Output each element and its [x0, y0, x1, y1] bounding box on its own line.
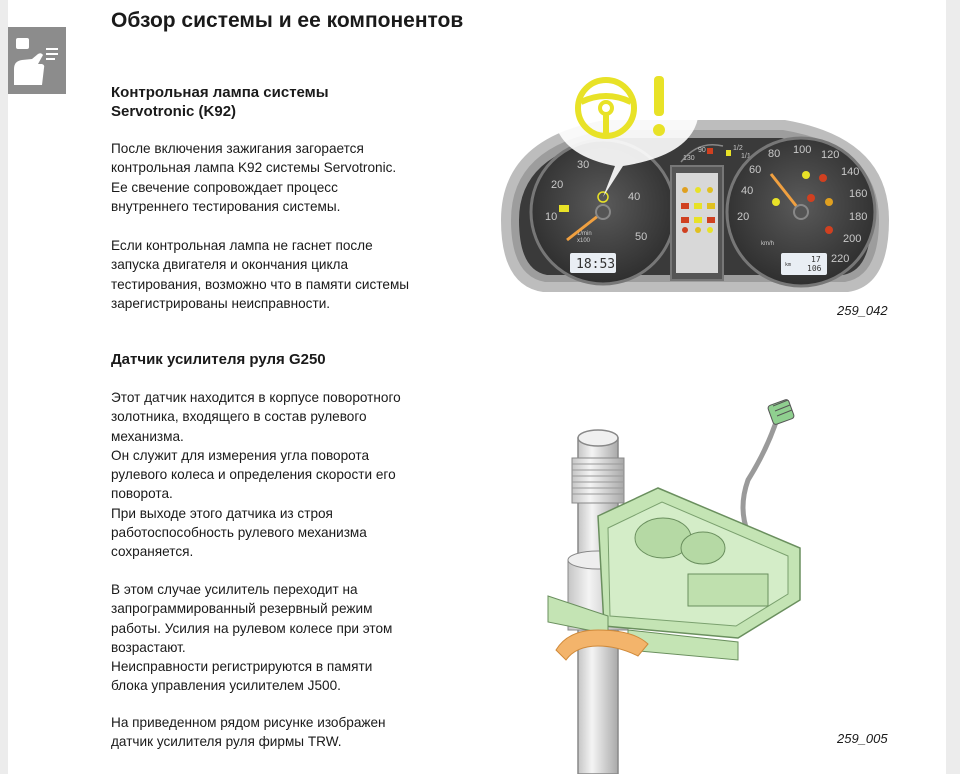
- svg-text:20: 20: [551, 179, 564, 191]
- clock-time: 18:53: [576, 257, 616, 272]
- svg-text:50: 50: [635, 231, 648, 243]
- svg-text:106: 106: [807, 264, 822, 273]
- svg-text:40: 40: [628, 191, 641, 203]
- svg-text:km: km: [785, 262, 792, 268]
- svg-text:1/min: 1/min: [577, 231, 592, 237]
- svg-text:120: 120: [821, 149, 840, 161]
- svg-text:x100: x100: [577, 238, 591, 244]
- section-tab: [8, 27, 66, 94]
- svg-text:1/2: 1/2: [733, 145, 743, 152]
- svg-text:60: 60: [749, 164, 762, 176]
- page-title: Обзор системы и ее компонентов: [111, 9, 464, 32]
- exclamation-icon: [653, 76, 665, 136]
- svg-text:90: 90: [698, 147, 706, 154]
- steering-sensor-figure: [538, 398, 808, 774]
- paragraph-backup-mode: В этом случае усилитель переходит на запрограммированный резервный режим работы. Усилия на рулевом колесе при этом возрастают. Неисправности регистрируются в памяти блока управления усилителем J500.: [111, 582, 393, 694]
- hand-pointer-icon: [8, 27, 66, 94]
- svg-text:200: 200: [843, 233, 862, 245]
- svg-text:20: 20: [737, 211, 750, 223]
- svg-text:100: 100: [793, 144, 812, 156]
- svg-text:10: 10: [545, 211, 558, 223]
- svg-text:80: 80: [768, 148, 781, 160]
- center-warning-panel: [671, 166, 723, 280]
- document-page: [8, 0, 946, 774]
- svg-text:30: 30: [577, 159, 590, 171]
- figure-label-sensor: 259_005: [837, 731, 888, 746]
- svg-text:160: 160: [849, 188, 868, 200]
- paragraph-figure-caption: На приведенном рядом рисунке изображен датчик усилителя руля фирмы TRW.: [111, 715, 386, 750]
- svg-text:40: 40: [741, 185, 754, 197]
- svg-text:130: 130: [683, 155, 695, 162]
- figure-label-dashboard: 259_042: [837, 303, 888, 318]
- instrument-cluster-figure: [493, 70, 893, 300]
- speedometer-gauge: [727, 138, 875, 286]
- svg-text:180: 180: [849, 211, 868, 223]
- svg-text:17: 17: [811, 255, 821, 264]
- section-heading-servotronic: Контрольная лампа системы Servotronic (K92): [111, 84, 329, 120]
- paragraph-sensor-location: Этот датчик находится в корпусе поворотного золотника, входящего в состав рулевого механизма. Он служит для измерения угла поворота рулевого колеса и определения скорости его поворота. При выходе этого датчика из строя работоспособность рулевого механизма сохраняется.: [111, 390, 401, 560]
- svg-text:140: 140: [841, 166, 860, 178]
- paragraph-lamp-fault: Если контрольная лампа не гаснет после запуска двигателя и окончания цикла тестирования, возможно что в памяти системы зарегистрированы неисправности.: [111, 238, 410, 311]
- paragraph-lamp-on: После включения зажигания загорается контрольная лампа K92 системы Servotronic. Ее свечение сопровождает процесс внутреннего тестирования системы.: [111, 141, 397, 214]
- section-heading-sensor: Датчик усилителя руля G250: [111, 351, 326, 368]
- svg-text:1/1: 1/1: [741, 153, 751, 160]
- svg-text:km/h: km/h: [761, 241, 775, 247]
- svg-text:220: 220: [831, 253, 850, 265]
